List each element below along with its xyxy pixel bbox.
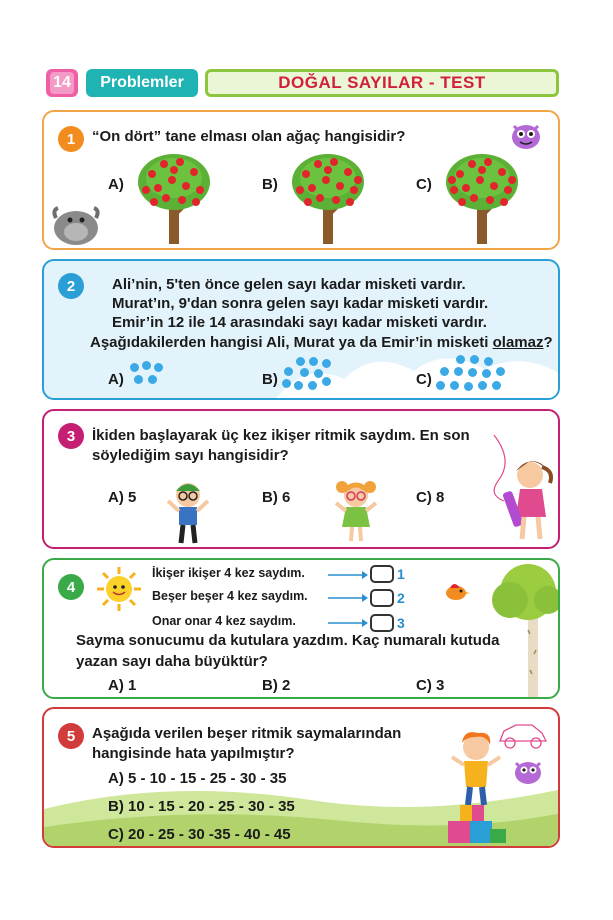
bird-icon [442,580,470,602]
question-3-card [42,409,560,549]
q3-line-1: İkiden başlayarak üç kez ikişer ritmik saydım. En son [92,427,470,444]
marbles-b [282,357,338,393]
question-1-badge: 1 [58,126,84,152]
q2-line-2: Murat’ın, 9'dan sonra gelen sayı kadar misketi vardır. [112,295,489,312]
q3-option-b[interactable]: B) 6 [262,489,291,506]
apple-tree-a-icon [134,150,214,246]
page-title: DOĞAL SAYILAR - TEST [205,69,559,97]
question-4-badge: 4 [58,574,84,600]
section-tag: Problemler [86,69,198,97]
question-2-card [42,259,560,400]
grey-monster-icon [50,200,102,246]
q5-line-1: Aşağıda verilen beşer ritmik saymalarından [92,725,402,742]
purple-monster-small-icon [510,757,546,787]
question-5-badge: 5 [58,723,84,749]
question-3-badge: 3 [58,423,84,449]
q5-option-c[interactable]: C) 20 - 25 - 30 -35 - 40 - 45 [108,826,291,843]
tree-decoration [488,560,560,699]
q4-option-a[interactable]: A) 1 [108,677,137,694]
girl-pencil-illustration [484,431,558,543]
q3-line-2: söylediğim sayı hangisidir? [92,447,289,464]
sun-icon [96,566,142,612]
arrow-2-icon [328,593,368,603]
q4-option-b[interactable]: B) 2 [262,677,291,694]
q2-question: Aşağıdakilerden hangisi Ali, Murat ya da Emir’in misketi olamaz? [90,334,553,351]
q4-count-3: Onar onar 4 kez saydım. [152,614,296,628]
q3-option-c[interactable]: C) 8 [416,489,445,506]
marbles-a [130,361,170,387]
q5-line-2: hangisinde hata yapılmıştır? [92,745,295,762]
arrow-3-icon [328,618,368,628]
question-1-text: “On dört” tane elması olan ağaç hangisidir? [92,128,406,145]
boy-blocks-illustration [442,729,512,848]
q2-line-1: Ali’nin, 5'ten önce gelen sayı kadar misketi vardır. [112,276,466,293]
q2-option-b[interactable]: B) [262,371,278,388]
question-1-card [42,110,560,250]
girl-glasses-illustration [332,475,380,545]
page-number: 14 [46,69,78,97]
q4-line-1: Sayma sonucumu da kutulara yazdım. Kaç numaralı kutuda [76,632,500,649]
apple-tree-c-icon [442,150,522,246]
boy-glasses-illustration [164,477,212,547]
q4-line-2: yazan sayı daha büyüktür? [76,653,268,670]
question-4-card [42,558,560,699]
q4-count-1: İkişer ikişer 4 kez saydım. [152,566,305,580]
answer-box-2[interactable] [370,589,394,607]
box-number-1: 1 [397,566,405,582]
q2-option-c[interactable]: C) [416,371,432,388]
apple-tree-b-icon [288,150,368,246]
q4-count-2: Beşer beşer 4 kez saydım. [152,589,308,603]
q2-line-3: Emir’in 12 ile 14 arasındaki sayı kadar misketi vardır. [112,314,487,331]
box-number-3: 3 [397,615,405,631]
question-5-card [42,707,560,848]
q1-option-c[interactable]: C) [416,176,432,193]
q4-option-c[interactable]: C) 3 [416,677,445,694]
box-number-2: 2 [397,590,405,606]
answer-box-1[interactable] [370,565,394,583]
q5-option-b[interactable]: B) 10 - 15 - 20 - 25 - 30 - 35 [108,798,295,815]
q2-option-a[interactable]: A) [108,371,124,388]
marbles-c [436,355,508,395]
answer-box-3[interactable] [370,614,394,632]
q1-option-b[interactable]: B) [262,176,278,193]
arrow-1-icon [328,570,368,580]
question-2-badge: 2 [58,273,84,299]
q5-option-a[interactable]: A) 5 - 10 - 15 - 25 - 30 - 35 [108,770,287,787]
q2-emphasis: olamaz [492,334,544,351]
q3-option-a[interactable]: A) 5 [108,489,137,506]
q1-option-a[interactable]: A) [108,176,124,193]
purple-monster-icon [506,120,546,152]
